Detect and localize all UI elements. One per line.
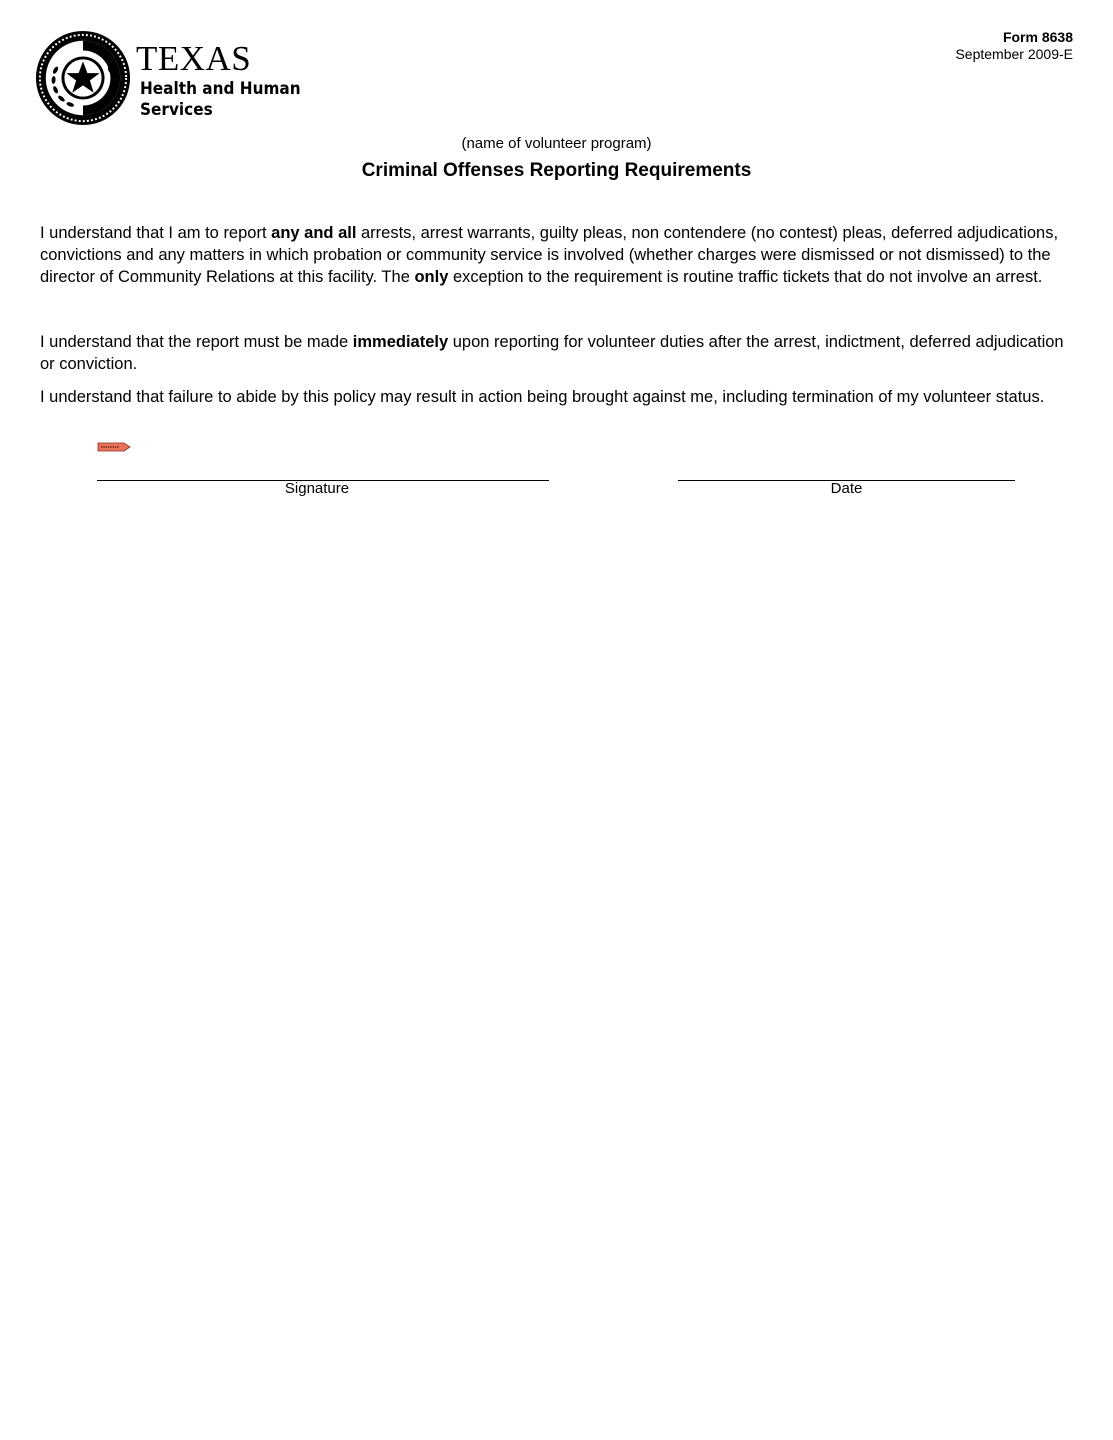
logo-hhs-line2: Services xyxy=(140,100,213,120)
emphasis-text: only xyxy=(414,268,449,286)
form-number: Form 8638 xyxy=(1002,29,1073,45)
document-title: Criminal Offenses Reporting Requirements xyxy=(361,160,752,181)
emphasis-text: immediately xyxy=(352,333,449,351)
agency-logo xyxy=(34,29,301,129)
logo-texas-text: TEXAS xyxy=(136,39,252,78)
sign-here-tag-icon[interactable] xyxy=(97,442,131,452)
paragraph-reporting-scope xyxy=(40,222,1075,288)
program-name-placeholder: (name of volunteer program) xyxy=(461,135,652,152)
paragraph-consequences xyxy=(40,386,1075,408)
form-meta xyxy=(955,29,1073,63)
form-date: September 2009-E xyxy=(955,46,1073,62)
date-label: Date xyxy=(830,480,863,497)
text-run: upon reporting for volunteer duties after the arrest, indictment, deferred adjudication or conviction. xyxy=(40,333,1064,373)
paragraph-reporting-timing xyxy=(40,331,1075,375)
text-run: I understand that failure to abide by this policy may result in action being brought against me, including termination of my volunteer status. xyxy=(40,388,1045,406)
emphasis-text: any and all xyxy=(271,224,357,242)
logo-hhs-line1: Health and Human xyxy=(140,79,301,99)
signature-label: Signature xyxy=(284,480,350,497)
text-run: I understand that the report must be made xyxy=(40,333,353,351)
text-run: exception to the requirement is routine traffic tickets that do not involve an arrest. xyxy=(448,268,1043,286)
text-run: I understand that I am to report xyxy=(40,224,272,242)
text-run: arrests, arrest warrants, guilty pleas, non contendere (no contest) pleas, deferred adjudications, convictions and any matters in which probation or community service is involved (whether charges were dismissed or not dismissed) to the director of Community Relations at this facility. The xyxy=(40,224,1059,286)
texas-seal-icon xyxy=(34,29,132,127)
